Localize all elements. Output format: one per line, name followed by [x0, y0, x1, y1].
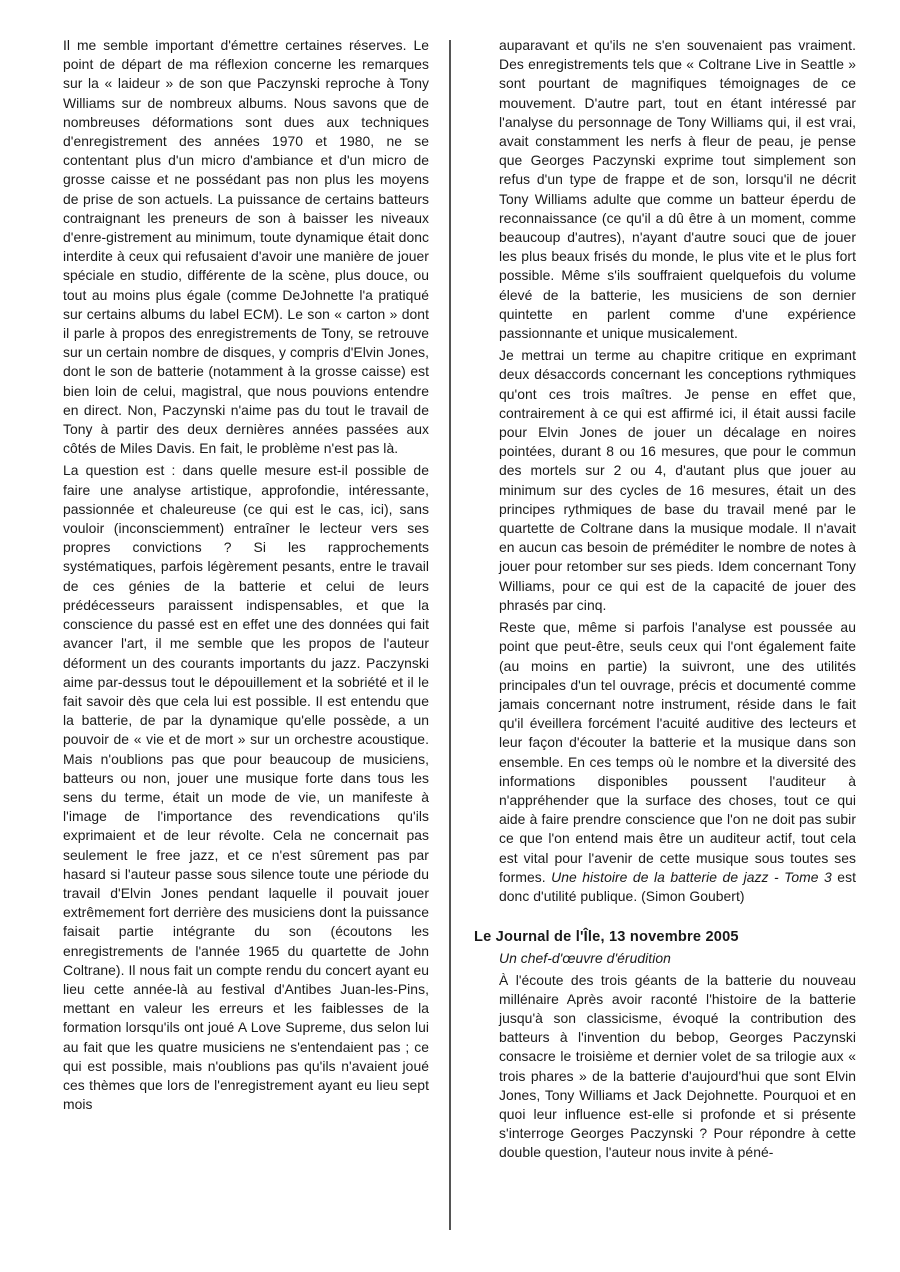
- book-title: Une histoire de la batterie de jazz - Tome 3: [551, 868, 832, 885]
- column-divider: [449, 40, 451, 1230]
- paragraph: Il me semble important d'émettre certaines réserves. Le point de départ de ma réflexion concerne les remarques sur la « laideur » de son que Paczynski reproche à Tony Williams sur de nombreux albums. Nous savons que de nombreuses déformations sont dues aux techniques d'enregistrement des années 1970 et 1980, ne se contentant plus d'un micro d'ambiance et d'un micro de grosse caisse et ne possédant pas non plus les moyens de prise de son actuels. La puissance de certains batteurs contraignant les preneurs de son à baisser les niveaux d'enre-gistrement au minimum, toute dynamique était donc interdite à ceux qui refusaient d'avoir une manière de jouer spéciale en studio, différente de la scène, plus douce, ou tout au moins plus égale (comme DeJohnette l'a pratiqué sur certains albums du label ECM). Le son « carton » dont il parle à propos des enregistrements de Tony, se retrouve sur un certain nombre de disques, y compris d'Elvin Jones, dont le son de batterie (notamment à la grosse caisse) est bien loin de celui, magistral, que nous pouvions entendre en direct. Non, Paczynski n'aime pas du tout le travail de Tony à partir des deux dernières années passées aux côtés de Miles Davis. En fait, le problème n'est pas là.: [63, 37, 429, 457]
- section-heading: Le Journal de l'Île, 13 novembre 2005: [474, 929, 739, 946]
- paragraph: À l'écoute des trois géants de la batterie du nouveau millénaire Après avoir raconté l'histoire de la batterie jusqu'à son classicisme, évoqué la contribution des batteurs à l'invention du bebop, Georges Paczynski consacre le troisième et dernier volet de sa trilogie aux « trois phares » de la batterie d'aujourd'hui que sont Elvin Jones, Tony Williams et Jack Dejohnette. Pourquoi et en quoi leur influence est-elle si profonde et si présente s'interroge Georges Paczynski ? Pour répondre à cette double question, l'auteur nous invite à péné-: [499, 971, 856, 1161]
- left-column: [63, 36, 429, 1114]
- paragraph-text: Reste que, même si parfois l'analyse est poussée au point que peut-être, seuls ceux qui l'ont également faite (au moins en partie) la suivront, une des utilités principales d'un tel ouvrage, précis et documenté comme jamais concernant notre instrument, réside dans le fait qu'il éveillera forcément l'acuité auditive des lecteurs et leur façon d'écouter la batterie et la musique dans son ensemble. En ces temps où le nombre et la diversité des informations disponibles poussent l'auditeur à n'appréhender que la surface des choses, tout ce qui aide à faire prendre conscience que l'on ne doit pas subir ce que l'on entend mais être un auditeur actif, tout cela est vital pour l'avenir de cette musique sous toutes ses formes.: [499, 619, 856, 885]
- paragraph: La question est : dans quelle mesure est-il possible de faire une analyse artistique, approfondie, intéressante, passionnée et chaleureuse (ce qui est le cas, ici), sans vouloir (inconsciemment) entraîner le lecteur vers ses propres convictions ? Si les rapprochements systématiques, parfois légèrement pesants, entre le travail de ces génies de la batterie et celui de leurs prédécesseurs paraissent indispensables, et que la conscience du passé est en effet une des données qui fait avancer l'art, il me semble que les propos de l'auteur déforment un des courants importants du jazz. Paczynski aime par-dessus tout le dépouillement et la sobriété et il le fait savoir dès que cela lui est possible. Il est entendu que la batterie, de par la dynamique qu'elle possède, a un pouvoir de « vie et de mort » sur un orchestre acoustique. Mais n'oublions pas que pour beaucoup de musiciens, batteurs ou non, jouer une musique forte dans tous les sens du terme, était un mode de vie, un manifeste à l'image de l'importance des revendications qu'ils exprimaient et de leur révolte. Cela ne concernait pas seulement le free jazz, et ce n'est sûrement pas par hasard si l'auteur passe sous silence toute une période du travail d'Elvin Jones pendant laquelle il pouvait jouer extrêmement fort derrière des musiciens dont la puissance faisait partie intégrante du son (écoutons les enregistrements de l'année 1965 du quartette de John Coltrane). Il nous fait un compte rendu du concert ayant eu lieu cette année-là au festival d'Antibes Juan-les-Pins, mettant en valeur les erreurs et les faiblesses de la formation lorsqu'ils ont joué A Love Supreme, dus selon lui au fait que les quatre musiciens ne s'entendaient pas ; ce qui est possible, mais n'oublions pas qu'ils n'avaient joué ces thèmes que lors de l'enregistrement ayant eu lieu sept mois: [63, 462, 429, 1113]
- right-column-body-2: [474, 971, 856, 1163]
- paragraph: [499, 618, 856, 906]
- right-column: [474, 36, 856, 1163]
- paragraph-tail: est donc d'utilité publique. (Simon Goubert): [499, 868, 856, 904]
- right-column-body: [474, 36, 856, 906]
- paragraph: Je mettrai un terme au chapitre critique en exprimant deux désaccords concernant les conceptions rythmiques qu'ont ces trois maîtres. Je pense en effet que, contrairement à ce qui est affirmé ici, il était aussi facile pour Elvin Jones de jouer un décalage en noires pointées, durant 8 ou 16 mesures, que pour le commun des mortels sur 2 ou 4, d'autant plus que jouer au minimum sur des cycles de 16 mesures, était un des principes rythmiques de base du travail mené par le quartette de Coltrane dans la musique modale. Il n'avait en aucun cas besoin de préméditer le nombre de notes à jouer pour retomber sur ses pieds. Idem concernant Tony Williams, pour ce qui est de la capacité de jouer des phrasés par cinq.: [499, 347, 856, 613]
- section-subheading: Un chef-d'œuvre d'érudition: [499, 950, 671, 967]
- paragraph: auparavant et qu'ils ne s'en souvenaient pas vraiment. Des enregistrements tels que « Coltrane Live in Seattle » sont pourtant de magnifiques témoignages de ce mouvement. D'autre part, tout en étant intéressé par l'analyse du personnage de Tony Williams qui, il est vrai, avait constamment les nerfs à fleur de peau, je pense que Georges Paczynski exprime tout simplement son refus d'un type de frappe et de son, lorsqu'il ne décrit Tony Williams adulte que comme un batteur éperdu de reconnaissance (ce qu'il a dû être à un moment, comme beaucoup d'autres), n'ayant d'autre souci que de jouer les plus beaux frisés du monde, le plus vite et le plus fort possible. Même s'ils souffraient quelquefois du volume élevé de la batterie, les musiciens de son dernier quintette en parlent comme d'une expérience passionnante et unique musicalement.: [499, 37, 856, 342]
